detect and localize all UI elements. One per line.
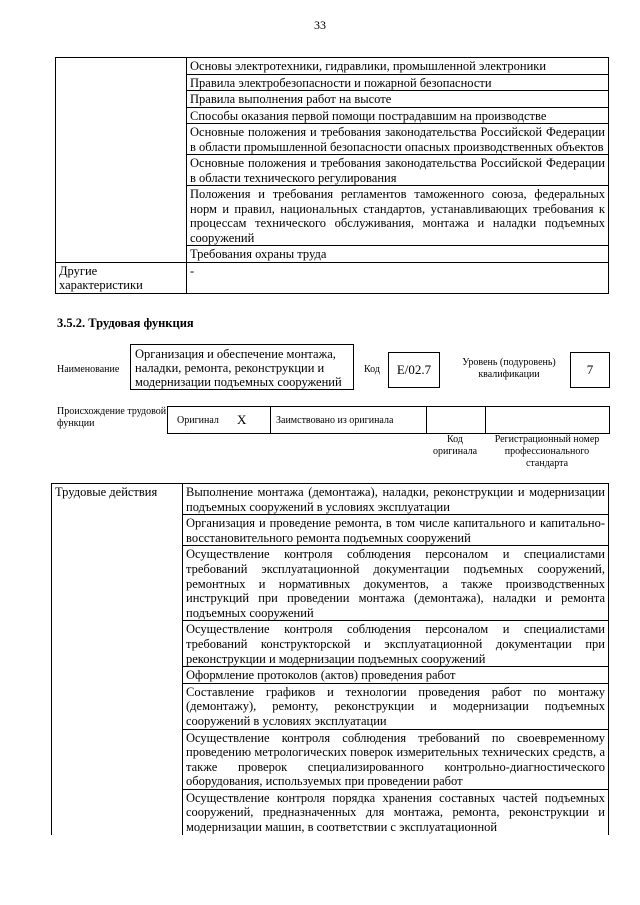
knowledge-item: Положения и требования регламентов таможенного союза, федеральных норм и правил, национальных стандартов, устанавливающих требования к процессам технического обслуживания, монтажа и наладки подъемных сооружений	[187, 186, 609, 246]
action-item: Осуществление контроля соблюдения требований по своевременному проведению метрологических поверок измерительных технических средств, а также проверок специализированного контрольно-диагностического оборудования, используемых при проведении работ	[183, 729, 609, 789]
knowledge-item: Основы электротехники, гидравлики, промышленной электроники	[187, 58, 609, 75]
knowledge-label-cell	[56, 58, 187, 263]
knowledge-item: Способы оказания первой помощи пострадавшим на производстве	[187, 107, 609, 124]
action-item: Осуществление контроля соблюдения персоналом и специалистами требований эксплуатационной документации подъемных сооружений, ремонтных и нормативных документов, а также производственных инструкций при проведении монтажа (демонтажа), наладки и ремонта подъемных сооружений	[183, 546, 609, 621]
name-label: Наименование	[57, 364, 120, 375]
action-item: Организация и проведение ремонта, в том числе капитального и капитально-восстановительного ремонта подъемных сооружений	[183, 515, 609, 546]
knowledge-table	[55, 57, 609, 294]
origin-table	[167, 406, 610, 434]
code-label: Код	[364, 364, 380, 375]
knowledge-item: Правила электробезопасности и пожарной безопасности	[187, 74, 609, 91]
original-label: Оригинал	[177, 415, 219, 426]
code-original-caption: Код оригинала	[432, 434, 478, 457]
actions-table	[51, 483, 609, 835]
function-code-box: Е/02.7	[388, 352, 440, 388]
divider	[270, 407, 271, 433]
level-label: Уровень (подуровень) квалификации	[462, 357, 556, 380]
action-item: Осуществление контроля порядка хранения составных частей подъемных сооружений, предназначенных для монтажа, ремонта, реконструкции и модернизации машин, в соответствии с эксплуатационной	[183, 789, 609, 834]
section-title: 3.5.2. Трудовая функция	[57, 316, 194, 330]
level-value-box: 7	[570, 352, 610, 388]
action-item: Составление графиков и технологии проведения работ по монтажу (демонтажу), ремонту, реконструкции и модернизации подъемных сооружений в условиях эксплуатации	[183, 683, 609, 729]
knowledge-item: Требования охраны труда	[187, 246, 609, 263]
divider	[485, 407, 486, 433]
action-item: Выполнение монтажа (демонтажа), наладки, реконструкции и модернизации подъемных сооружений в условиях эксплуатации	[183, 484, 609, 515]
actions-label: Трудовые действия	[52, 484, 183, 835]
other-characteristics-label: Другие характеристики	[56, 262, 187, 293]
knowledge-item: Правила выполнения работ на высоте	[187, 91, 609, 108]
knowledge-item: Основные положения и требования законодательства Российской Федерации в области промышленной безопасности опасных производственных объектов	[187, 124, 609, 155]
reg-number-caption: Регистрационный номер профессионального стандарта	[494, 434, 600, 469]
divider	[426, 407, 427, 433]
action-item: Осуществление контроля соблюдения персоналом и специалистами требований конструкторской и эксплуатационной документации при реконструкции и модернизации подъемных сооружений	[183, 621, 609, 667]
other-characteristics-value: -	[187, 262, 609, 293]
function-name-box: Организация и обеспечение монтажа, наладки, ремонта, реконструкции и модернизации подъемных сооружений	[130, 344, 354, 390]
borrowed-label: Заимствовано из оригинала	[276, 415, 394, 426]
original-mark: X	[237, 412, 247, 427]
knowledge-item: Основные положения и требования законодательства Российской Федерации в области технического регулирования	[187, 155, 609, 186]
action-item: Оформление протоколов (актов) проведения работ	[183, 667, 609, 684]
origin-label: Происхождение трудовой функции	[57, 406, 167, 429]
page-number: 33	[314, 18, 326, 32]
